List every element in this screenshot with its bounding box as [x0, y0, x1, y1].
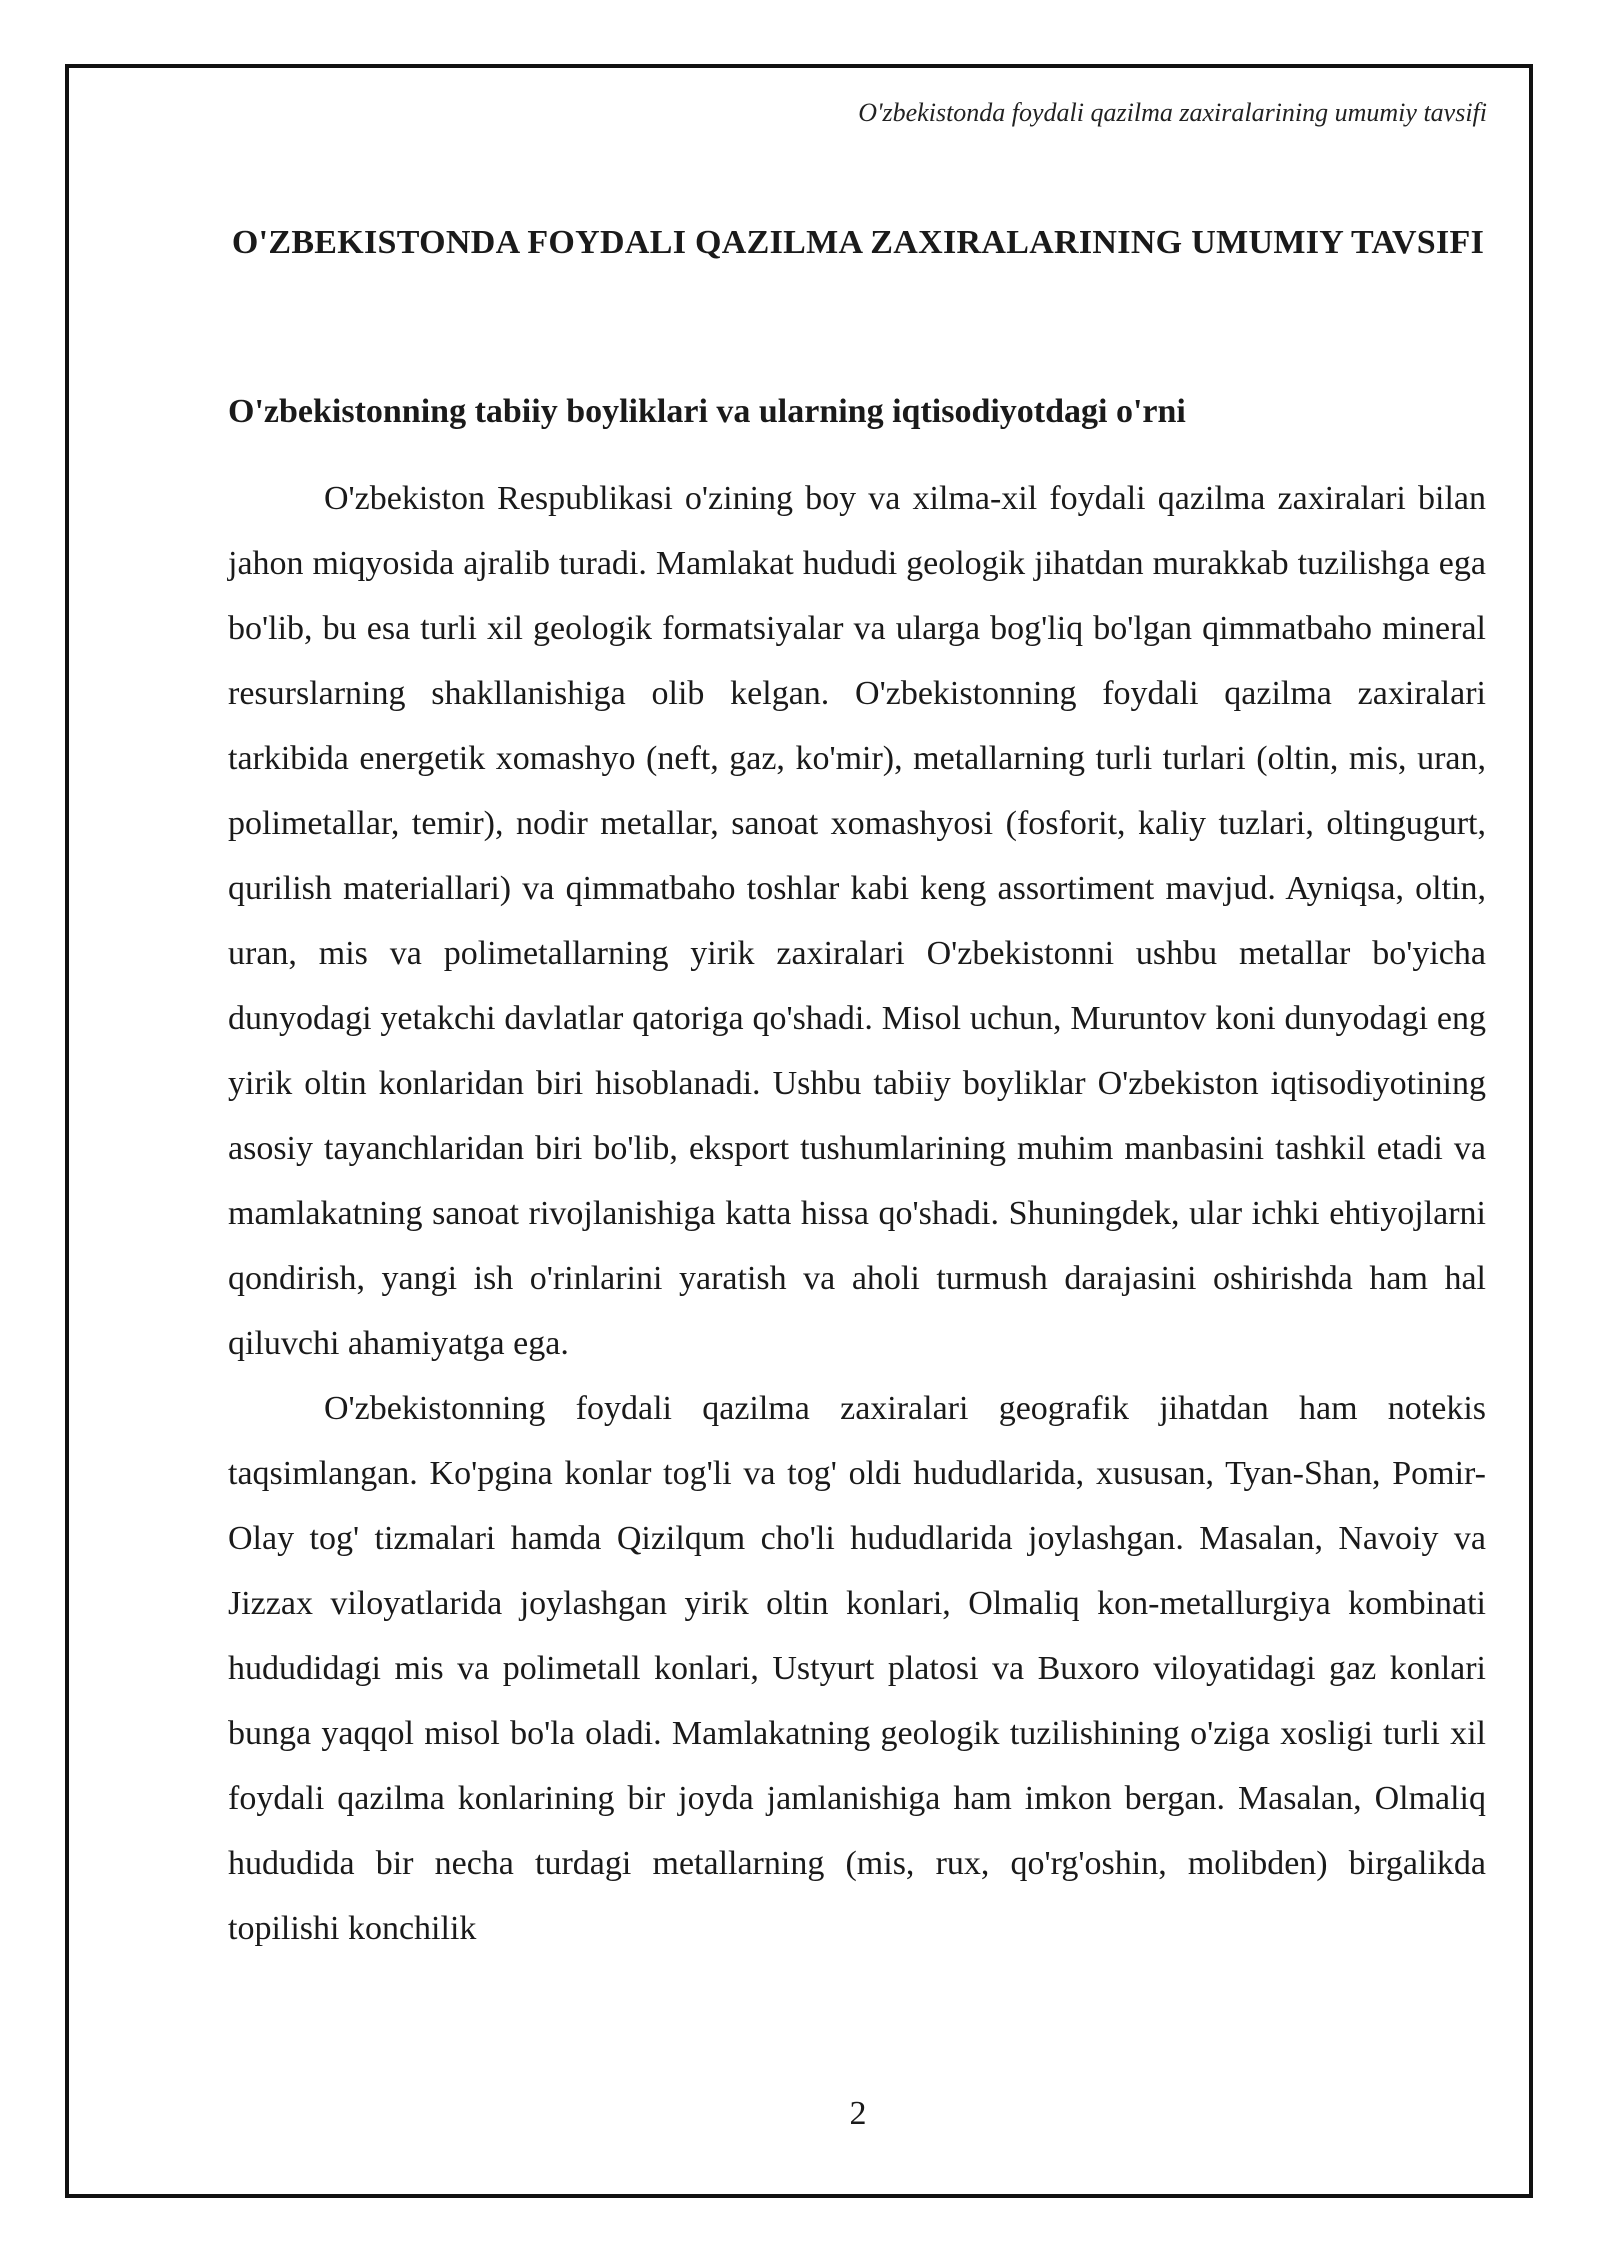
body-text — [228, 466, 1486, 1961]
document-title: O'ZBEKISTONDA FOYDALI QAZILMA ZAXIRALARINING UMUMIY TAVSIFI — [231, 224, 1485, 261]
page-number: 2 — [849, 2095, 867, 2132]
paragraph: O'zbekistonning foydali qazilma zaxiralari geografik jihatdan ham notekis taqsimlangan. Ko'pgina konlar tog'li va tog' oldi hududlarida, xususan, Tyan-Shan, Pomir-Olay tog' tizmalari hamda Qizilqum cho'li hududlarida joylashgan. Masalan, Navoiy va Jizzax viloyatlarida joylashgan yirik oltin konlari, Olmaliq kon-metallurgiya kombinati hududidagi mis va polimetall konlari, Ustyurt platosi va Buxoro viloyatidagi gaz konlari bunga yaqqol misol bo'la oladi. Mamlakatning geologik tuzilishining o'ziga xosligi turli xil foydali qazilma konlarining bir joyda jamlanishiga ham imkon bergan. Masalan, Olmaliq hududida bir necha turdagi metallarning (mis, rux, qo'rg'oshin, molibden) birgalikda topilishi konchilik — [228, 1390, 1486, 1947]
section-heading: O'zbekistonning tabiiy boyliklari va ularning iqtisodiyotdagi o'rni — [228, 393, 1186, 430]
paragraph: O'zbekiston Respublikasi o'zining boy va xilma-xil foydali qazilma zaxiralari bilan jahon miqyosida ajralib turadi. Mamlakat hududi geologik jihatdan murakkab tuzilishga ega bo'lib, bu esa turli xil geologik formatsiyalar va ularga bog'liq bo'lgan qimmatbaho mineral resurslarning shakllanishiga olib kelgan. O'zbekistonning foydali qazilma zaxiralari tarkibida energetik xomashyo (neft, gaz, ko'mir), metallarning turli turlari (oltin, mis, uran, polimetallar, temir), nodir metallar, sanoat xomashyosi (fosforit, kaliy tuzlari, oltingugurt, qurilish materiallari) va qimmatbaho toshlar kabi keng assortiment mavjud. Ayniqsa, oltin, uran, mis va polimetallarning yirik zaxiralari O'zbekistonni ushbu metallar bo'yicha dunyodagi yetakchi davlatlar qatoriga qo'shadi. Misol uchun, Muruntov koni dunyodagi eng yirik oltin konlaridan biri hisoblanadi. Ushbu tabiiy boyliklar O'zbekiston iqtisodiyotining asosiy tayanchlaridan biri bo'lib, eksport tushumlarining muhim manbasini tashkil etadi va mamlakatning sanoat rivojlanishiga katta hissa qo'shadi. Shuningdek, ular ichki ehtiyojlarni qondirish, yangi ish o'rinlarini yaratish va aholi turmush darajasini oshirishda ham hal qiluvchi ahamiyatga ega. — [228, 480, 1486, 1362]
running-header: O'zbekistonda foydali qazilma zaxiralarining umumiy tavsifi — [858, 98, 1487, 127]
